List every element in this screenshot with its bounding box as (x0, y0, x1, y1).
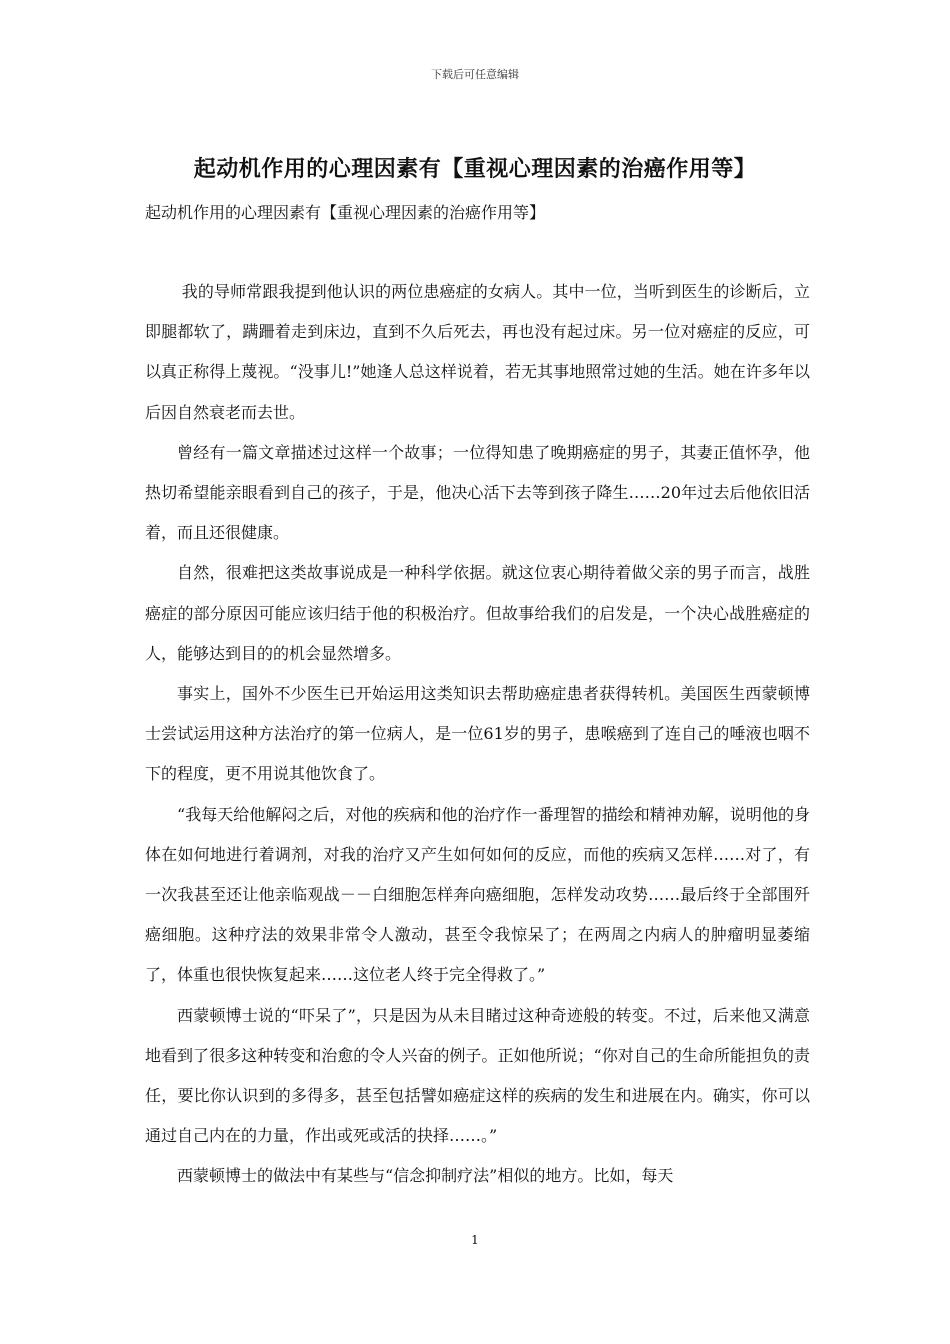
document-body (145, 272, 810, 1197)
paragraph-4: 事实上，国外不少医生已开始运用这类知识去帮助癌症患者获得转机。美国医生西蒙顿博士尝试运用这种方法治疗的第一位病人，是一位61岁的男子，患喉癌到了连自己的唾液也咽不下的程度，更不用说其他饮食了。 (145, 684, 810, 784)
paragraph-2: 曾经有一篇文章描述过这样一个故事；一位得知患了晚期癌症的男子，其妻正值怀孕，他热切希望能亲眼看到自己的孩子，于是，他决心活下去等到孩子降生……20年过去后他依旧活着，而且还很健康。 (145, 442, 810, 543)
document-subtitle: 起动机作用的心理因素有【重视心理因素的治癌作用等】 (145, 203, 546, 222)
paragraph-7: 西蒙顿博士的做法中有某些与“信念抑制疗法”相似的地方。比如，每天 (177, 1166, 674, 1186)
paragraph-6: 西蒙顿博士说的“吓呆了”，只是因为从未目睹过这种奇迹般的转变。不过，后来他又满意地看到了很多这种转变和治愈的令人兴奋的例子。正如他所说；“你对自己的生命所能担负的责任，要比你认识到的多得多，甚至包括譬如癌症这样的疾病的发生和进展在内。确实，你可以通过自己内在的力量，作出或死或活的抉择……。” (145, 1005, 810, 1146)
page-number: 1 (471, 1233, 479, 1247)
document-title: 起动机作用的心理因素有【重视心理因素的治癌作用等】 (193, 156, 757, 182)
paragraph-5: “我每天给他解闷之后，对他的疾病和他的治疗作一番理智的描绘和精神劝解，说明他的身体在如何地进行着调剂，对我的治疗又产生如何如何的反应，而他的疾病又怎样……对了，有一次我甚至还让他亲临观战－－白细胞怎样奔向癌细胞，怎样发动攻势……最后终于全部围歼癌细胞。这种疗法的效果非常令人激动，甚至令我惊呆了；在两周之内病人的肿瘤明显萎缩了，体重也很快恢复起来……这位老人终于完全得救了。” (145, 804, 810, 985)
paragraph-1: 我的导师常跟我提到他认识的两位患癌症的女病人。其中一位，当听到医生的诊断后，立即腿都软了，蹒跚着走到床边，直到不久后死去，再也没有起过床。另一位对癌症的反应，可以真正称得上蔑视。“没事儿!”她逢人总这样说着，若无其事地照常过她的生活。她在许多年以后因自然衰老而去世。 (145, 282, 810, 422)
page-header: 下载后可任意编辑 (431, 68, 519, 81)
paragraph-3: 自然，很难把这类故事说成是一种科学依据。就这位衷心期待着做父亲的男子而言，战胜癌症的部分原因可能应该归结于他的积极治疗。但故事给我们的启发是，一个决心战胜癌症的人，能够达到目的的机会显然增多。 (145, 563, 810, 663)
